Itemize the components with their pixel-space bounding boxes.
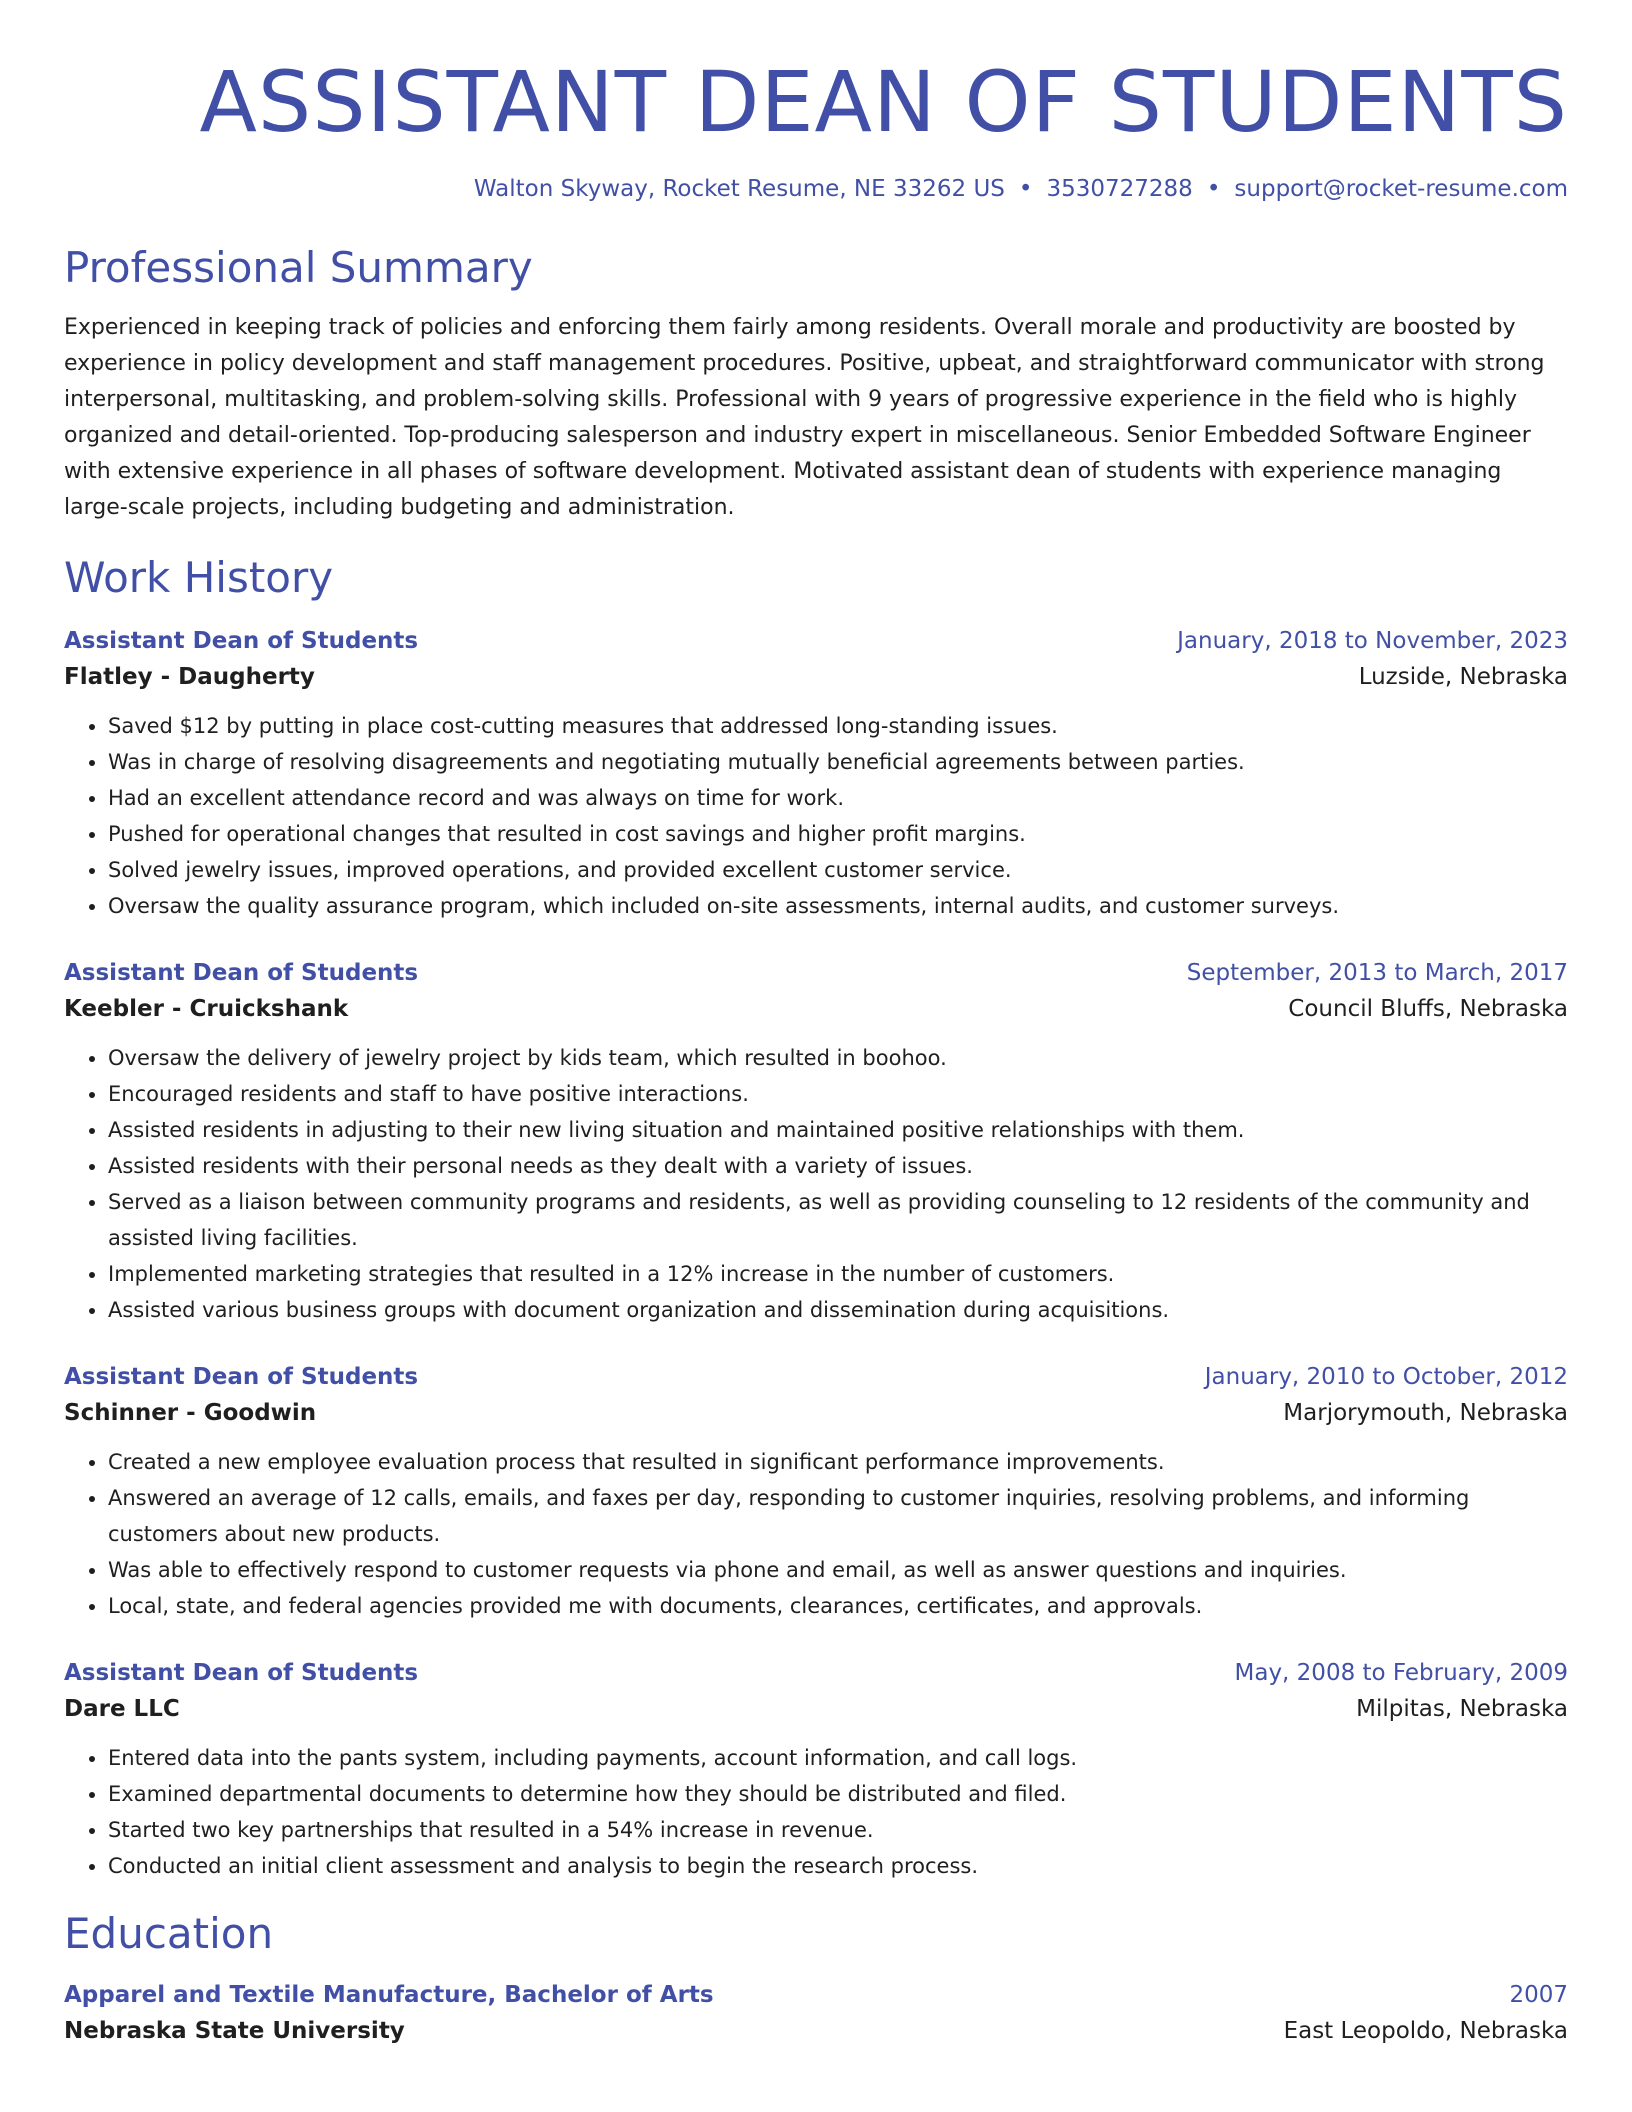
job-company: Flatley - Daugherty [64,664,315,690]
job-bullet: • Oversaw the quality assurance program, which included on-site assessments, internal audits, and customer surveys. [108,888,1568,924]
job-header-row [64,1360,1568,1394]
job-entry [64,956,1568,1328]
job-dates: January, 2010 to October, 2012 [1204,1364,1568,1390]
job-title: Assistant Dean of Students [64,1364,419,1390]
contact-email[interactable]: support@rocket-resume.com [1234,176,1568,202]
education-location: East Leopoldo, Nebraska [1283,2018,1568,2044]
education-list [64,1978,1568,2050]
job-bullet: • Was in charge of resolving disagreements and negotiating mutually beneficial agreements between parties. [108,744,1568,780]
education-school-row [64,2012,1568,2050]
job-entry [64,1360,1568,1624]
education-school: Nebraska State University [64,2018,405,2044]
job-company-row [64,990,1568,1028]
job-location: Luzside, Nebraska [1358,664,1568,690]
job-bullet: • Assisted various business groups with document organization and dissemination during acquisitions. [108,1292,1568,1328]
work-history-list [64,624,1568,1884]
job-company: Schinner - Goodwin [64,1400,317,1426]
contact-address: Walton Skyway, Rocket Resume, NE 33262 US [473,176,1005,202]
resume-header [64,52,1568,204]
job-bullet: • Encouraged residents and staff to have positive interactions. [108,1076,1568,1112]
job-entry [64,1656,1568,1884]
job-bullet: • Created a new employee evaluation process that resulted in significant performance improvements. [108,1444,1568,1480]
job-bullet: • Conducted an initial client assessment and analysis to begin the research process. [108,1848,1568,1884]
job-bullet: • Implemented marketing strategies that resulted in a 12% increase in the number of customers. [108,1256,1568,1292]
job-company: Keebler - Cruickshank [64,996,349,1022]
job-bullet: • Was able to effectively respond to customer requests via phone and email, as well as answer questions and inquiries. [108,1552,1568,1588]
job-location: Council Bluffs, Nebraska [1288,996,1568,1022]
job-bullet: • Entered data into the pants system, including payments, account information, and call logs. [108,1740,1568,1776]
job-company-row [64,658,1568,696]
job-bullet: • Served as a liaison between community programs and residents, as well as providing counseling to 12 residents of the community and assisted living facilities. [108,1184,1568,1256]
job-title: Assistant Dean of Students [64,628,419,654]
summary-text: Experienced in keeping track of policies and enforcing them fairly among residents. Overall morale and productivity are boosted by experience in policy development and staff management procedures. Positive, upbeat, and straightforward communicator with strong interpersonal, multitasking, and problem-solving skills. Professional with 9 years of progressive experience in the field who is highly organized and detail-oriented. Top-producing salesperson and industry expert in miscellaneous. Senior Embedded Software Engineer with extensive experience in all phases of software development. Motivated assistant dean of students with experience managing large-scale projects, including budgeting and administration. [64,315,1545,520]
job-location: Milpitas, Nebraska [1356,1696,1568,1722]
job-bullets [64,1040,1568,1328]
contact-phone: 3530727288 [1046,176,1193,202]
job-title: Assistant Dean of Students [64,960,419,986]
summary-heading: Professional Summary [64,243,533,292]
education-degree: Apparel and Textile Manufacture, Bachelor of Arts [64,1982,714,2008]
job-dates: May, 2008 to February, 2009 [1234,1660,1568,1686]
job-bullet: • Pushed for operational changes that resulted in cost savings and higher profit margins. [108,816,1568,852]
job-bullet: • Started two key partnerships that resulted in a 54% increase in revenue. [108,1812,1568,1848]
job-dates: September, 2013 to March, 2017 [1186,960,1568,986]
job-bullets [64,1444,1568,1624]
education-year: 2007 [1509,1982,1568,2008]
job-title: Assistant Dean of Students [64,1660,419,1686]
job-bullet: • Saved $12 by putting in place cost-cutting measures that addressed long-standing issues. [108,708,1568,744]
job-bullet: • Assisted residents in adjusting to their new living situation and maintained positive relationships with them. [108,1112,1568,1148]
job-header-row [64,1656,1568,1690]
contact-separator: • [1018,176,1033,202]
job-bullet: • Had an excellent attendance record and was always on time for work. [108,780,1568,816]
job-entry [64,624,1568,924]
contact-separator: • [1206,176,1221,202]
work-history-heading: Work History [64,553,334,602]
job-bullet: • Solved jewelry issues, improved operations, and provided excellent customer service. [108,852,1568,888]
job-header-row [64,956,1568,990]
job-company-row [64,1690,1568,1728]
job-bullet: • Local, state, and federal agencies provided me with documents, clearances, certificates, and approvals. [108,1588,1568,1624]
job-company-row [64,1394,1568,1432]
education-heading: Education [64,1909,274,1958]
job-company: Dare LLC [64,1696,180,1722]
education-header-row [64,1978,1568,2012]
job-bullets [64,1740,1568,1884]
contact-line [64,174,1568,204]
job-header-row [64,624,1568,658]
job-bullet: • Oversaw the delivery of jewelry project by kids team, which resulted in boohoo. [108,1040,1568,1076]
job-dates: January, 2018 to November, 2023 [1177,628,1568,654]
job-bullet: • Answered an average of 12 calls, emails, and faxes per day, responding to customer inquiries, resolving problems, and informing customers about new products. [108,1480,1568,1552]
job-location: Marjorymouth, Nebraska [1283,1400,1568,1426]
job-bullet: • Examined departmental documents to determine how they should be distributed and filed. [108,1776,1568,1812]
education-entry [64,1978,1568,2050]
job-bullet: • Assisted residents with their personal needs as they dealt with a variety of issues. [108,1148,1568,1184]
resume-name: ASSISTANT DEAN OF STUDENTS [199,53,1568,151]
job-bullets [64,708,1568,924]
